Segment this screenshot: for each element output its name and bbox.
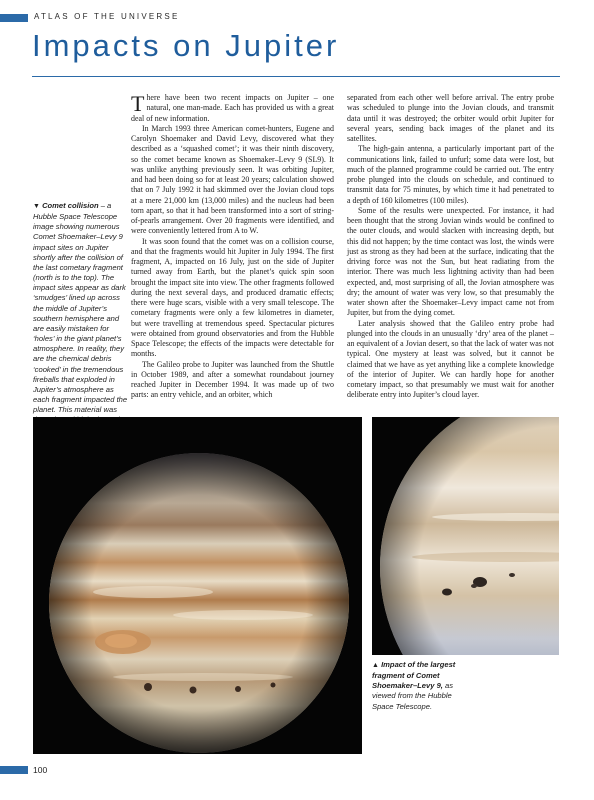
running-head: ATLAS OF THE UNIVERSE	[34, 12, 180, 21]
body-column-2	[347, 93, 554, 401]
body-paragraph: The Galileo probe to Jupiter was launched from the Shuttle in October 1989, and after a somewhat roundabout journey reached Jupiter in December 1994. It was made up of two parts: an entry vehicle, and an orbiter, which	[131, 359, 334, 400]
footer-accent-bar	[0, 766, 28, 774]
body-paragraph: separated from each other well before arrival. The entry probe was scheduled to plunge into the Jovian clouds, and transmit data until it was destroyed; the orbiter would orbit Jupiter for several years, sending back images of the planet and its satellites.	[347, 93, 554, 143]
body-column-1	[131, 93, 334, 401]
caption-down-arrow-icon: ▼	[33, 203, 40, 210]
jupiter-largest-fragment-image	[372, 417, 559, 655]
caption-text: – a Hubble Space Telescope image showing numerous Comet Shoemaker–Levy 9 impact sites on Jupiter shortly after the collision of the last cometary fragment (north is to the top). The impact sites appear as dark ‘smudges’ lined up across the middle of Jupiter’s southern hemisphere and are easily mistaken for ‘holes’ in the giant planet’s atmosphere. In reality, they are the chemical debris ‘cooked’ in the tremendous fireballs that exploded in Jupiter’s atmosphere as each fragment impacted the planet. This material was	[33, 201, 128, 415]
header-accent-bar	[0, 14, 28, 22]
title-divider	[32, 76, 560, 77]
body-paragraph: Some of the results were unexpected. For instance, it had been thought that the strong Jovian winds would be confined to the outer clouds, and would slacken with increasing depth, but this did not happen; by the time contact was lost, the winds were just as strong as they had been at the surface, indicating that the driving force was not the Sun, but heat radiating from the interior. There was much less lightning activity than had been expected, and, most surprising of all, the Jovian atmosphere was dry; the amount of water was very low, so that presumably the water shown after the Shoemaker–Levy impact came not from Jupiter, but from the dying comet.	[347, 205, 554, 318]
body-paragraph: There have been two recent impacts on Jupiter – one natural, one man-made. Each has provided us with a great deal of new information.	[131, 91, 334, 123]
drop-cap: T	[131, 91, 145, 116]
caption-up-arrow-icon: ▲	[372, 662, 379, 669]
page-title: Impacts on Jupiter	[32, 28, 340, 63]
jupiter-impact-sites-image	[33, 417, 362, 754]
body-paragraph: Later analysis showed that the Galileo entry probe had plunged into the clouds in an unusually ‘dry’ area of the planet – an equivalent of a Jovian desert, so that the lack of water was not typical. One mystery at least was solved, but it cannot be claimed that we have as yet anything like a complete knowledge of the interior of Jupiter. We can hardly hope for another cometary impact, so that presumably we must wait for another deliberate entry into Jupiter’s cloud layer.	[347, 318, 554, 400]
caption-text: as viewed from the Hubble Space Telescope.	[372, 681, 454, 711]
body-paragraph: It was soon found that the comet was on a collision course, and that the fragments would hit Jupiter in July 1994. The first fragment, A, impacted on 16 July, just on the side of Jupiter turned away from Earth, but the planet’s quick spin soon brought the impact site into view. The other fragments followed during the next several days, and produced dramatic effects; there were huge scars, visible with a very small telescope. The cometary fragments were only a few kilometres in diameter, but were travelling at tremendous speed. Spectacular pictures were obtained from ground observatories and from the Hubble Space Telescope; the effects of the impacts were detectable for months.	[131, 236, 334, 359]
body-paragraph: The high-gain antenna, a particularly important part of the communications link, failed to unfurl; some data were lost, but much of the planned programme could be carried out. The entry probe plunged into the clouds on schedule, and continued to transmit data for 75 minutes, by which time it had penetrated to a depth of 160 kilometres (100 miles).	[347, 144, 554, 205]
page-number: 100	[33, 765, 48, 775]
caption-lead: Impact of the largest fragment of Comet Shoemaker–Levy 9,	[372, 660, 456, 691]
caption-lead: Comet collision	[42, 201, 99, 210]
caption-largest-fragment	[372, 660, 464, 712]
body-paragraph: In March 1993 three American comet-hunters, Eugene and Carolyn Shoemaker and David Levy, discovered what they described as a ‘squashed comet’; it was their ninth discovery, so the comet became known as Shoemaker–Levy 9 (SL9). It was unlike anything previously seen. It was orbiting Jupiter, and had been doing so for at least 20 years; calculation showed that on 7 July 1992 it had skimmed over the Jovian cloud tops at a mere 21,000 km (13,000 miles) and the nucleus had been torn apart, so that it had been transformed into a sort of string-of-pearls arrangement. Over 20 fragments were identified, and were conveniently lettered from A to W.	[131, 123, 334, 236]
